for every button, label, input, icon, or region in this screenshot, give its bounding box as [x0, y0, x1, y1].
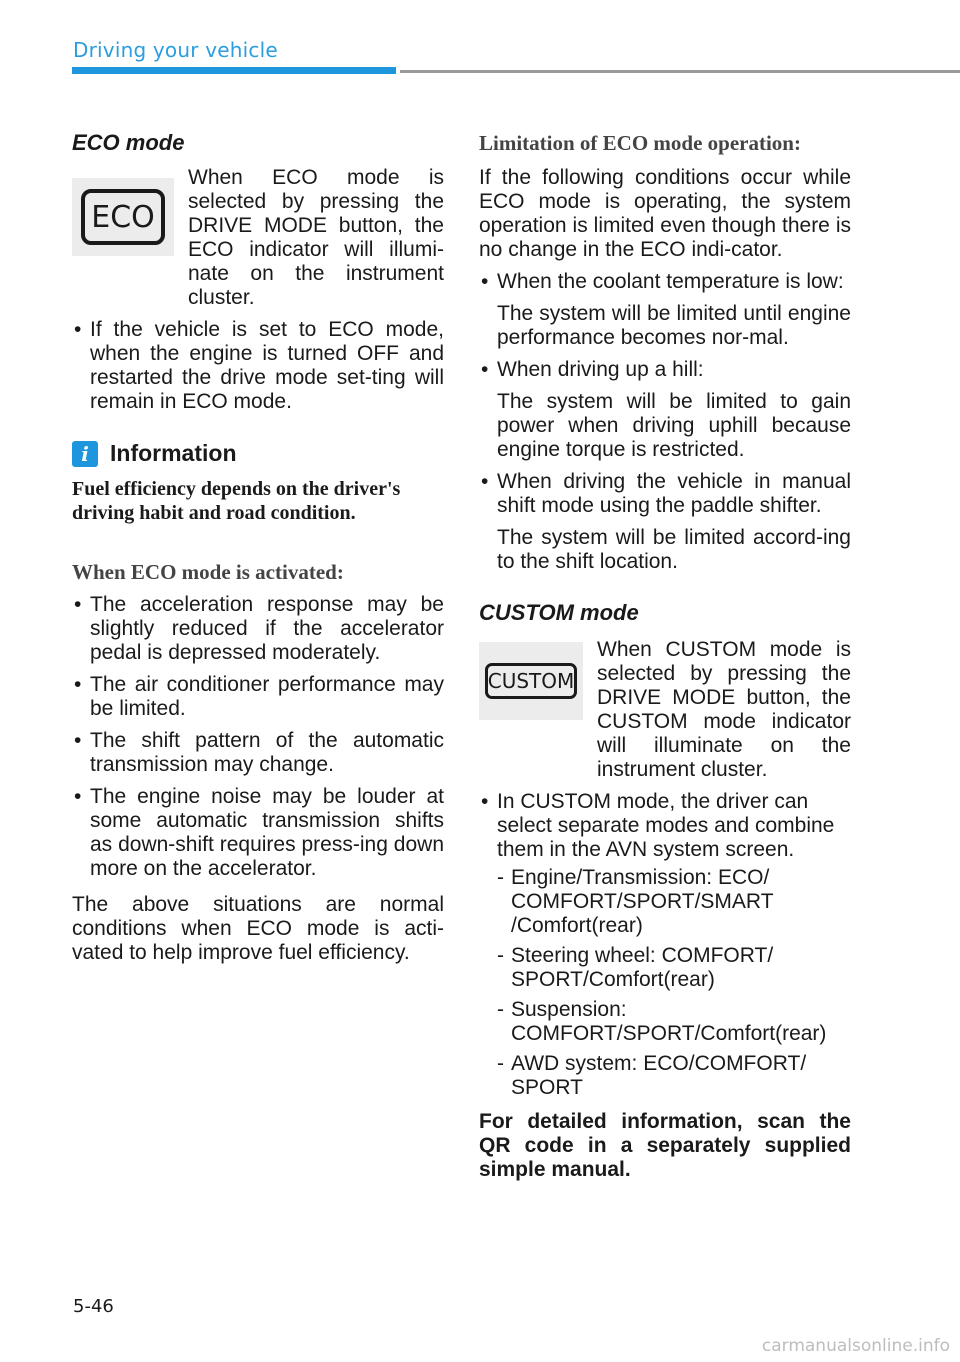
info-icon: i [72, 441, 98, 467]
list-item: • In CUSTOM mode, the driver can select separate modes and combine them in the AVN system screen. [479, 790, 851, 862]
custom-mode-description: When CUSTOM mode is selected by pressing the DRIVE MODE button, the CUSTOM mode indicator will illuminate on the instrument cluster. [597, 638, 851, 781]
custom-icon-label: CUSTOM [487, 669, 575, 693]
qr-note: For detailed information, scan the QR code in a separately supplied simple manual. [479, 1110, 851, 1181]
limitation-detail: The system will be limited accord-ing to the shift location. [497, 526, 851, 573]
list-item [479, 470, 851, 574]
limitation-list [479, 270, 851, 574]
custom-bullet-list [479, 790, 851, 862]
eco-activated-list [72, 593, 444, 881]
eco-activated-heading: When ECO mode is activated: [72, 560, 344, 584]
custom-options-list [479, 866, 851, 1100]
section-header-title: Driving your vehicle [73, 38, 278, 62]
list-item: • If the vehicle is set to ECO mode, when the engine is turned OFF and restarted the drive mode set-ting will remain in ECO mode. [72, 318, 444, 414]
custom-indicator-icon-frame [479, 642, 583, 720]
list-item: • The acceleration response may be slightly reduced if the accelerator pedal is depressed moderately. [72, 593, 444, 665]
custom-mode-block [479, 638, 851, 782]
limitation-heading: Limitation of ECO mode operation: [479, 131, 801, 155]
eco-icon-label: ECO [91, 199, 155, 235]
information-header [72, 440, 444, 467]
custom-mode-heading: CUSTOM mode [479, 600, 639, 625]
list-item: - Suspension: COMFORT/SPORT/Comfort(rear) [497, 998, 851, 1046]
custom-indicator-icon [485, 663, 577, 699]
eco-indicator-icon [81, 189, 165, 245]
list-item [479, 358, 851, 462]
list-item: - Engine/Transmission: ECO/ COMFORT/SPORT/SMART /Comfort(rear) [497, 866, 851, 938]
eco-indicator-icon-frame [72, 178, 174, 256]
watermark: carmanualsonline.info [761, 1336, 950, 1356]
limitation-condition: When driving the vehicle in manual shift mode using the paddle shifter. [497, 470, 851, 517]
list-item: • The air conditioner performance may be limited. [72, 673, 444, 721]
header-accent-bar [72, 67, 396, 74]
list-item: - AWD system: ECO/COMFORT/ SPORT [497, 1052, 851, 1100]
list-item: - Steering wheel: COMFORT/ SPORT/Comfort(rear) [497, 944, 851, 992]
page-number: 5-46 [73, 1296, 114, 1317]
information-label: Information [110, 440, 237, 466]
eco-mode-description: When ECO mode is selected by pressing the DRIVE MODE button, the ECO indicator will illumi-nate on the instrument cluster. [188, 166, 444, 309]
limitation-detail: The system will be limited until engine performance becomes nor-mal. [497, 302, 851, 349]
limitation-intro: If the following conditions occur while ECO mode is operating, the system operation is limited even though there is no change in the ECO indi-cator. [479, 166, 851, 261]
limitation-condition: When driving up a hill: [497, 358, 704, 381]
eco-bullet-list [72, 318, 444, 414]
limitation-condition: When the coolant temperature is low: [497, 270, 844, 293]
header-rule [400, 70, 960, 73]
list-item [479, 270, 851, 350]
left-column [72, 128, 444, 965]
list-item: • The shift pattern of the automatic transmission may change. [72, 729, 444, 777]
information-text: Fuel efficiency depends on the driver's driving habit and road condition. [72, 478, 401, 524]
eco-mode-block [72, 166, 444, 310]
list-item: • The engine noise may be louder at some automatic transmission shifts as down-shift requires press-ing down more on the accelerator. [72, 785, 444, 881]
limitation-detail: The system will be limited to gain power when driving uphill because engine torque is restricted. [497, 390, 851, 461]
eco-mode-heading: ECO mode [72, 130, 185, 155]
eco-closing-paragraph: The above situations are normal conditions when ECO mode is acti-vated to help improve fuel efficiency. [72, 893, 444, 964]
right-column [479, 128, 851, 1182]
